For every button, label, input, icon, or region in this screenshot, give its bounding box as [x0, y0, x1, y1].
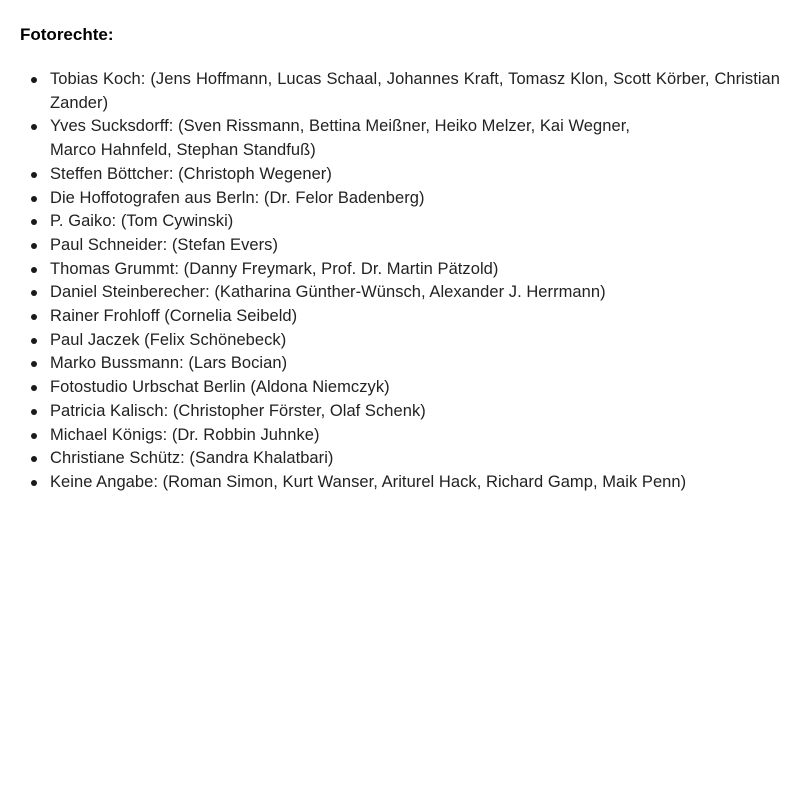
- credit-text: Paul Jaczek (Felix Schönebeck): [50, 330, 287, 349]
- credit-text: Die Hoffotografen aus Berln: (Dr. Felor Badenberg): [50, 188, 425, 207]
- credit-text: Rainer Frohloff (Cornelia Seibeld): [50, 307, 298, 326]
- credit-text: Michael Königs: (Dr. Robbin Juhnke): [50, 425, 320, 444]
- bullet-icon: [31, 219, 37, 225]
- bullet-icon: [31, 267, 37, 273]
- credit-text: Daniel Steinberecher: (Katharina Günther-Wünsch, Alexander J. Herrmann): [50, 283, 606, 302]
- credit-text: Marko Bussmann: (Lars Bocian): [50, 354, 288, 373]
- credit-text: Steffen Böttcher: (Christoph Wegener): [50, 164, 332, 183]
- list-item: [20, 210, 780, 234]
- bullet-icon: [31, 243, 37, 249]
- list-item: [20, 163, 780, 187]
- bullet-icon: [31, 456, 37, 462]
- bullet-icon: [31, 290, 37, 296]
- bullet-icon: [31, 409, 37, 415]
- credit-text: Christiane Schütz: (Sandra Khalatbari): [50, 449, 334, 468]
- bullet-icon: [31, 77, 37, 83]
- list-item: [20, 329, 780, 353]
- bullet-icon: [31, 314, 37, 320]
- credit-text: Yves Sucksdorff: (Sven Rissmann, Bettina Meißner, Heiko Melzer, Kai Wegner, Marco Hahnfeld, Stephan Standfuß): [50, 117, 630, 160]
- list-item: [20, 447, 780, 471]
- credit-text: Fotostudio Urbschat Berlin (Aldona Niemczyk): [50, 378, 390, 397]
- credit-text: Tobias Koch: (Jens Hoffmann, Lucas Schaal, Johannes Kraft, Tomasz Klon, Scott Körber, Christian Zander): [50, 70, 780, 112]
- list-item: [20, 115, 780, 162]
- credit-text: Paul Schneider: (Stefan Evers): [50, 235, 279, 254]
- credit-text: Keine Angabe: (Roman Simon, Kurt Wanser, Ariturel Hack, Richard Gamp, Maik Penn): [50, 472, 687, 491]
- credit-text: Patricia Kalisch: (Christopher Förster, Olaf Schenk): [50, 401, 426, 420]
- list-item: [20, 258, 780, 282]
- list-item: [20, 234, 780, 258]
- bullet-icon: [31, 338, 37, 344]
- photo-credits-list: [20, 68, 780, 495]
- list-item: [20, 424, 780, 448]
- list-item: [20, 68, 780, 115]
- list-item: [20, 376, 780, 400]
- list-item: [20, 471, 780, 495]
- credit-text: P. Gaiko: (Tom Cywinski): [50, 212, 234, 231]
- bullet-icon: [31, 480, 37, 486]
- page-title: Fotorechte:: [20, 25, 114, 44]
- bullet-icon: [31, 385, 37, 391]
- credit-text: Thomas Grummt: (Danny Freymark, Prof. Dr. Martin Pätzold): [50, 259, 499, 278]
- list-item: [20, 281, 780, 305]
- bullet-icon: [31, 433, 37, 439]
- list-item: [20, 400, 780, 424]
- list-item: [20, 187, 780, 211]
- list-item: [20, 352, 780, 376]
- list-item: [20, 305, 780, 329]
- bullet-icon: [31, 124, 37, 130]
- bullet-icon: [31, 361, 37, 367]
- bullet-icon: [31, 172, 37, 178]
- bullet-icon: [31, 196, 37, 202]
